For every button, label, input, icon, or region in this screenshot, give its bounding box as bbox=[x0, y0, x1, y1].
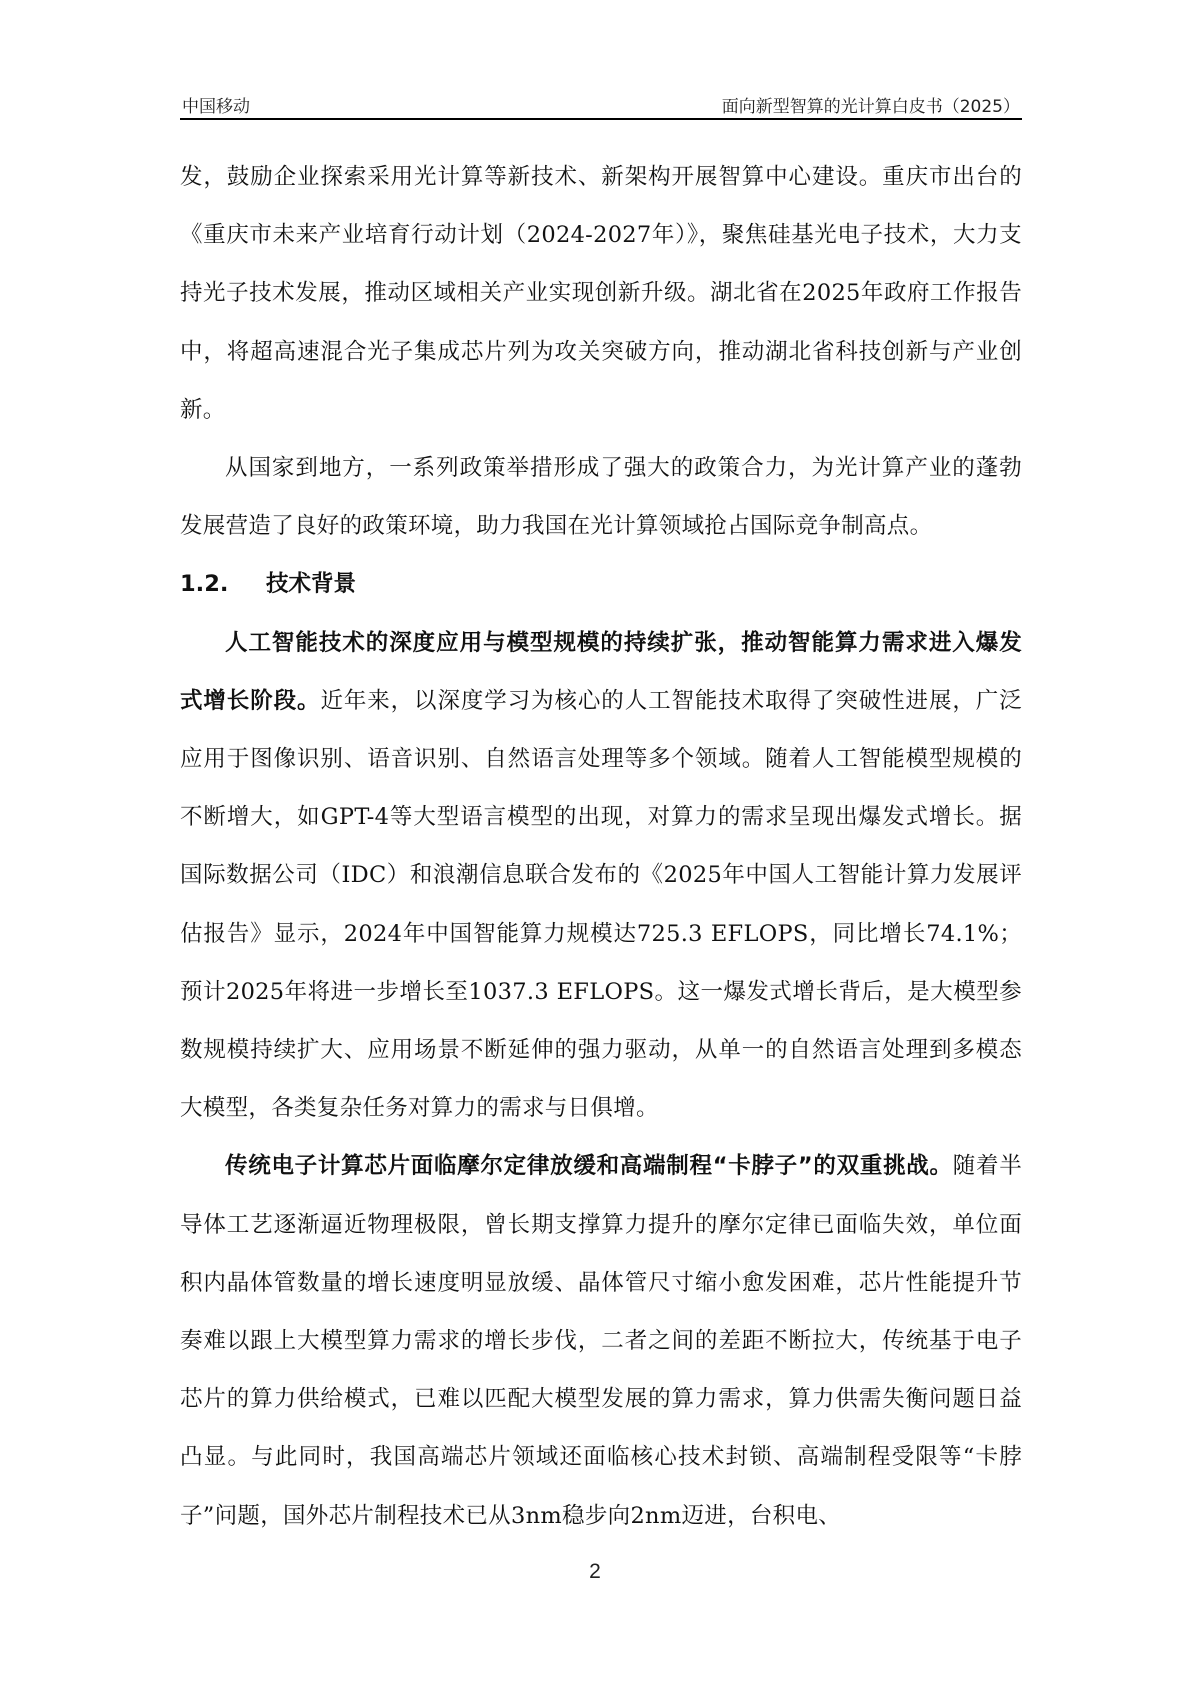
paragraph-body: 近年来，以深度学习为核心的人工智能技术取得了突破性进展，广泛应用于图像识别、语音识别、自然语言处理等多个领域。随着人工智能模型规模的不断增大，如GPT-4等大型语言模型的出现，对算力的需求呈现出爆发式增长。据国际数据公司（IDC）和浪潮信息联合发布的《2025年中国人工智能计算力发展评估报告》显示，2024年中国智能算力规模达725.3 EFLOPS，同比增长74.1%；预计2025年将进一步增长至1037.3 EFLOPS。这一爆发式增长背后，是大模型参数规模持续扩大、应用场景不断延伸的强力驱动，从单一的自然语言处理到多模态大模型，各类复杂任务对算力的需求与日俱增。 bbox=[180, 687, 1022, 1122]
page-header bbox=[180, 88, 1022, 120]
paragraph-lead-sentence: 传统电子计算芯片面临摩尔定律放缓和高端制程“卡脖子”的双重挑战。 bbox=[225, 1153, 953, 1180]
header-organization: 中国移动 bbox=[182, 97, 250, 117]
paragraph-ai-demand bbox=[180, 614, 1022, 1138]
page-number: 2 bbox=[589, 1560, 601, 1583]
paragraph-chip-challenge bbox=[180, 1137, 1022, 1544]
section-title: 技术背景 bbox=[266, 571, 357, 598]
paragraph-policy-summary: 从国家到地方，一系列政策举措形成了强大的政策合力，为光计算产业的蓬勃发展营造了良好的政策环境，助力我国在光计算领域抢占国际竞争制高点。 bbox=[180, 455, 1022, 540]
paragraph-policy-local: 发，鼓励企业探索采用光计算等新技术、新架构开展智算中心建设。重庆市出台的《重庆市未来产业培育行动计划（2024-2027年）》，聚焦硅基光电子技术，大力支持光子技术发展，推动区域相关产业实现创新升级。湖北省在2025年政府工作报告中，将超高速混合光子集成芯片列为攻关突破方向，推动湖北省科技创新与产业创新。 bbox=[180, 164, 1022, 423]
paragraph-lead-sentence: 人工智能技术的深度应用与模型规模的持续扩张，推动智能算力需求进入爆发式增长阶段。 bbox=[180, 629, 1022, 714]
page-body bbox=[180, 148, 1022, 1545]
paragraph-body: 随着半导体工艺逐渐逼近物理极限，曾长期支撑算力提升的摩尔定律已面临失效，单位面积内晶体管数量的增长速度明显放缓、晶体管尺寸缩小愈发困难，芯片性能提升节奏难以跟上大模型算力需求的增长步伐，二者之间的差距不断拉大，传统基于电子芯片的算力供给模式，已难以匹配大模型发展的算力需求，算力供需失衡问题日益凸显。与此同时，我国高端芯片领域还面临核心技术封锁、高端制程受限等“卡脖子”问题，国外芯片制程技术已从3nm稳步向2nm迈进，台积电、 bbox=[180, 1153, 1022, 1529]
section-number: 1.2. bbox=[180, 571, 229, 598]
header-document-title: 面向新型智算的光计算白皮书（2025） bbox=[721, 97, 1020, 117]
section-heading bbox=[180, 555, 1022, 613]
